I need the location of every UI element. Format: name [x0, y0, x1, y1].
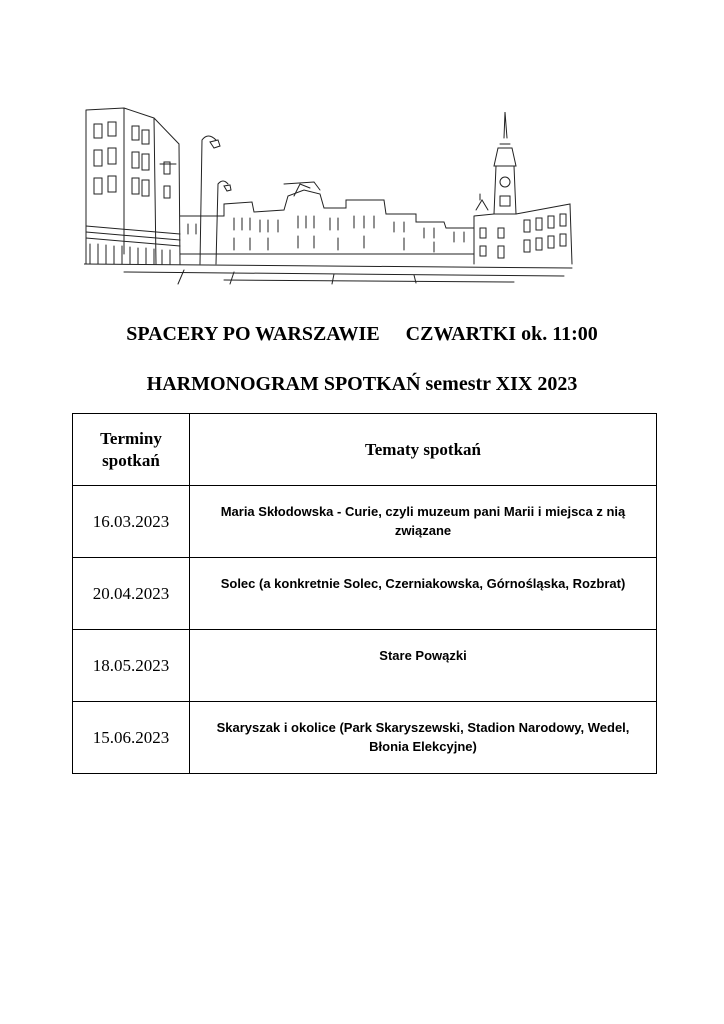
table-header-row — [73, 414, 657, 486]
page-title — [0, 323, 724, 346]
table-row — [73, 702, 657, 774]
schedule-table — [72, 413, 657, 774]
title-right: CZWARTKI ok. 11:00 — [405, 323, 598, 345]
table-row — [73, 558, 657, 630]
meeting-topic: Solec (a konkretnie Solec, Czerniakowska, Górnośląska, Rozbrat) — [190, 558, 657, 630]
column-header-date-line1: Terminy — [100, 428, 162, 448]
title-left: SPACERY PO WARSZAWIE — [126, 323, 380, 345]
meeting-topic: Skaryszak i okolice (Park Skaryszewski, Stadion Narodowy, Wedel, Błonia Elekcyjne) — [190, 702, 657, 774]
table-row — [73, 630, 657, 702]
meeting-topic: Maria Skłodowska - Curie, czyli muzeum pani Marii i miejsca z nią związane — [190, 486, 657, 558]
meeting-date: 16.03.2023 — [73, 486, 190, 558]
meeting-date: 15.06.2023 — [73, 702, 190, 774]
meeting-topic: Stare Powązki — [190, 630, 657, 702]
column-header-date-line2: spotkań — [102, 450, 160, 470]
column-header-topic: Tematy spotkań — [190, 414, 657, 486]
old-town-square-sketch-icon — [84, 104, 574, 286]
column-header-date — [73, 414, 190, 486]
meeting-date: 20.04.2023 — [73, 558, 190, 630]
meeting-date: 18.05.2023 — [73, 630, 190, 702]
page-subtitle: HARMONOGRAM SPOTKAŃ semestr XIX 2023 — [146, 373, 578, 395]
table-row — [73, 486, 657, 558]
